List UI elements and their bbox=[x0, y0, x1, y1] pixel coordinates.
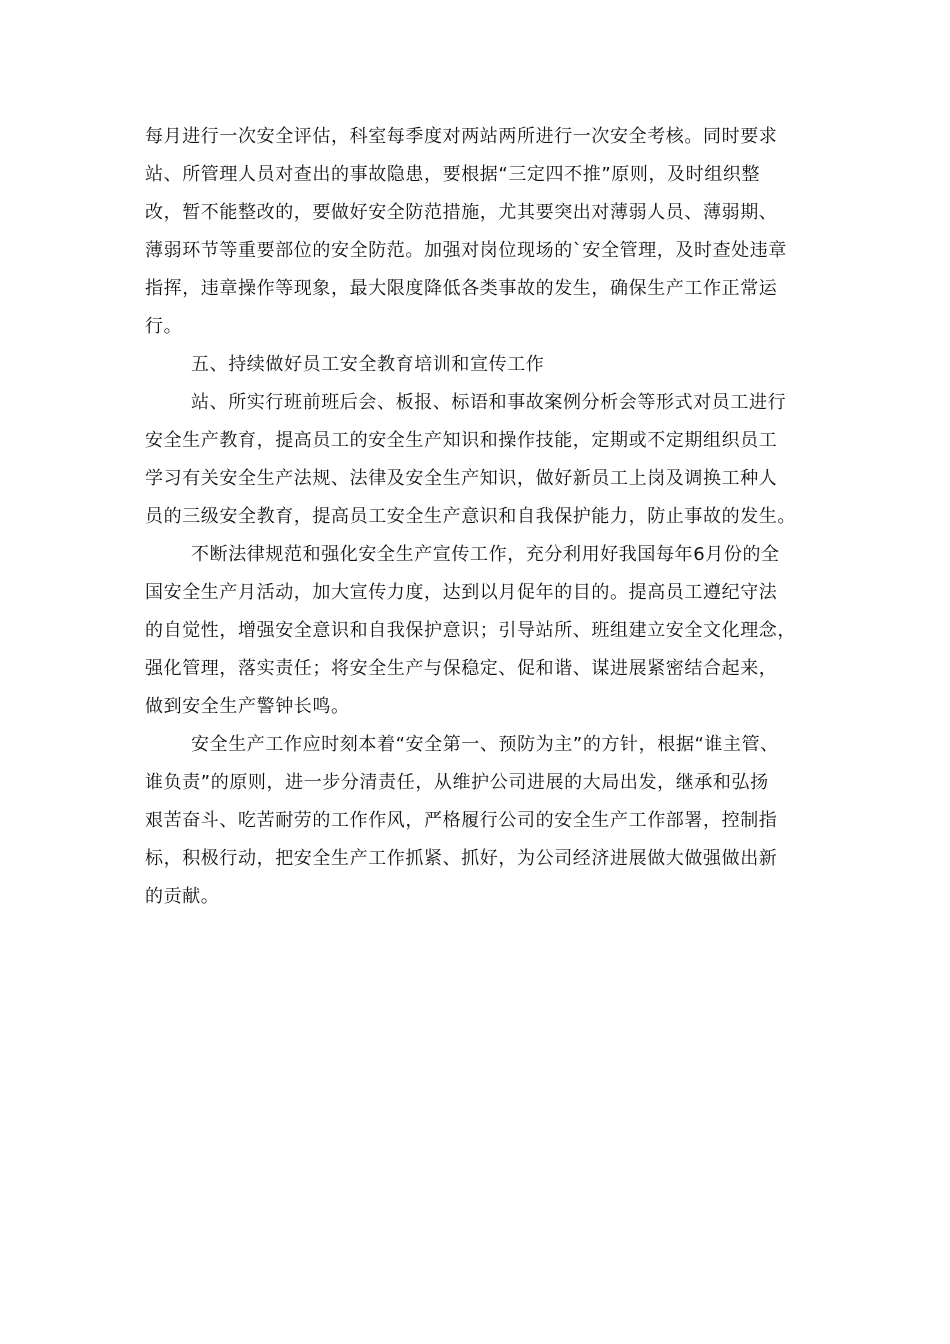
text-line: 标，积极行动，把安全生产工作抓紧、抓好，为公司经济进展做大做强做出新 bbox=[145, 848, 778, 869]
paragraph-continued bbox=[145, 118, 810, 346]
text-line: 改，暂不能整改的，要做好安全防范措施，尤其要突出对薄弱人员、薄弱期、 bbox=[145, 202, 778, 223]
text-line: 国安全生产月活动，加大宣传力度，达到以月促年的目的。提高员工遵纪守法 bbox=[145, 582, 778, 603]
text-line: 站、所管理人员对查出的事故隐患，要根据“三定四不推”原则，及时组织整 bbox=[145, 164, 761, 185]
text-line: 员的三级安全教育，提高员工安全生产意识和自我保护能力，防止事故的发生。 bbox=[145, 506, 796, 527]
text-line: 站、所实行班前班后会、板报、标语和事故案例分析会等形式对员工进行 bbox=[191, 392, 787, 413]
document-body bbox=[145, 118, 810, 916]
text-line: 行。 bbox=[145, 316, 183, 337]
text-line: 强化管理，落实责任；将安全生产与保稳定、促和谐、谋进展紧密结合起来， bbox=[145, 658, 778, 679]
text-line: 每月进行一次安全评估，科室每季度对两站两所进行一次安全考核。同时要求 bbox=[145, 126, 778, 147]
text-line: 指挥，违章操作等现象，最大限度降低各类事故的发生，确保生产工作正常运 bbox=[145, 278, 778, 299]
text-line: 的贡献。 bbox=[145, 886, 220, 907]
text-line: 的自觉性，增强安全意识和自我保护意识；引导站所、班组建立安全文化理念， bbox=[145, 620, 796, 641]
section-heading bbox=[145, 346, 810, 384]
paragraph bbox=[145, 726, 810, 916]
text-line: 做到安全生产警钟长鸣。 bbox=[145, 696, 350, 717]
text-line: 薄弱环节等重要部位的安全防范。加强对岗位现场的`安全管理，及时查处违章 bbox=[145, 240, 787, 261]
text-line: 谁负责”的原则，进一步分清责任，从维护公司进展的大局出发，继承和弘扬 bbox=[145, 772, 769, 793]
text-line: 不断法律规范和强化安全生产宣传工作，充分利用好我国每年6月份的全 bbox=[191, 544, 780, 565]
text-line: 学习有关安全生产法规、法律及安全生产知识，做好新员工上岗及调换工种人 bbox=[145, 468, 778, 489]
text-line: 安全生产工作应时刻本着“安全第一、预防为主”的方针，根据“谁主管、 bbox=[191, 734, 779, 755]
paragraph bbox=[145, 536, 810, 726]
text-line: 艰苦奋斗、吃苦耐劳的工作作风，严格履行公司的安全生产工作部署，控制指 bbox=[145, 810, 778, 831]
paragraph bbox=[145, 384, 810, 536]
text-line: 安全生产教育，提高员工的安全生产知识和操作技能，定期或不定期组织员工 bbox=[145, 430, 778, 451]
heading-text: 五、持续做好员工安全教育培训和宣传工作 bbox=[191, 354, 545, 375]
